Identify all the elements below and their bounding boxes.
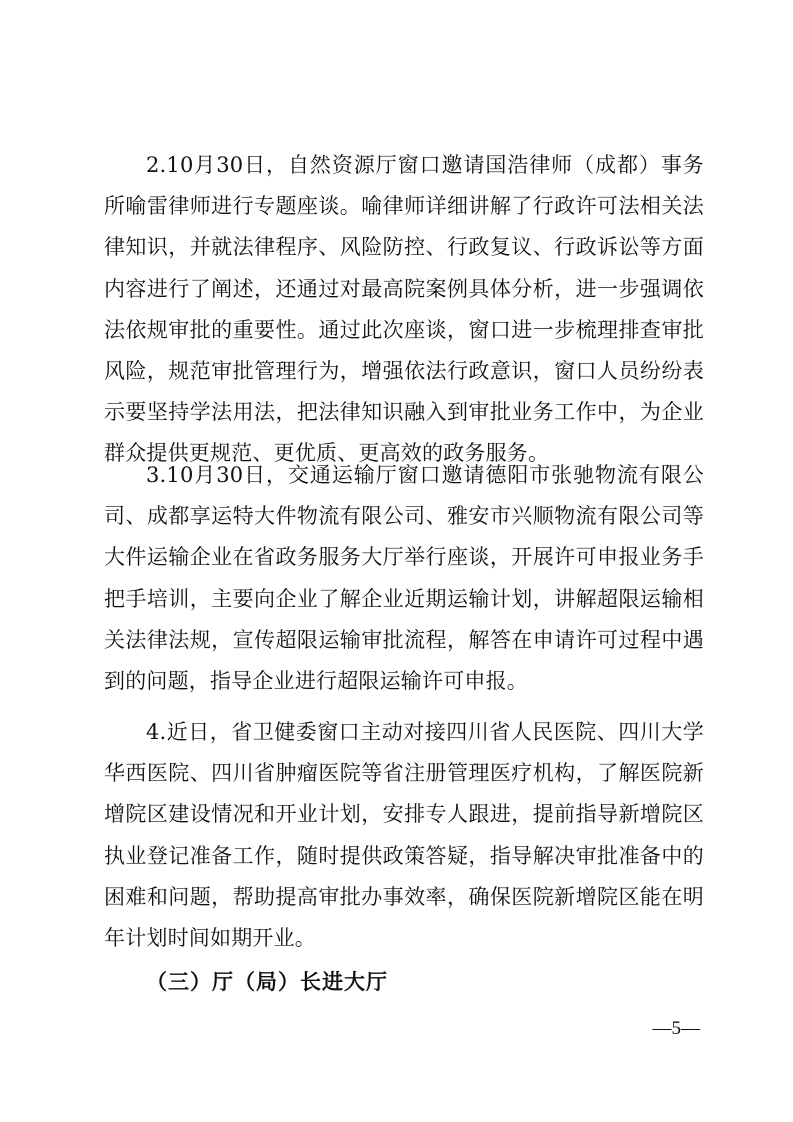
paragraph-item-2: 2.10月30日，自然资源厅窗口邀请国浩律师（成都）事务所喻雷律师进行专题座谈。喻律师详细讲解了行政许可法相关法律知识，并就法律程序、风险防控、行政复议、行政诉讼等方面内容进行了阐述，还通过对最高院案例具体分析，进一步强调依法依规审批的重要性。通过此次座谈，窗口进一步梳理排查审批风险，规范审批管理行为，增强依法行政意识，窗口人员纷纷表示要坚持学法用法，把法律知识融入到审批业务工作中，为企业群众提供更规范、更优质、更高效的政务服务。 [104, 153, 704, 466]
section-heading: （三）厅（局）长进大厅 [146, 970, 388, 994]
page-number: —5— [652, 1018, 700, 1039]
paragraph-item-3: 3.10月30日，交通运输厅窗口邀请德阳市张驰物流有限公司、成都享运特大件物流有限公司、雅安市兴顺物流有限公司等大件运输企业在省政务服务大厅举行座谈，开展许可申报业务手把手培训，主要向企业了解企业近期运输计划，讲解超限运输相关法律法规，宣传超限运输审批流程，解答在申请许可过程中遇到的问题，指导企业进行超限运输许可申报。 [104, 463, 704, 694]
paragraph-item-4: 4.近日，省卫健委窗口主动对接四川省人民医院、四川大学华西医院、四川省肿瘤医院等省注册管理医疗机构，了解医院新增院区建设情况和开业计划，安排专人跟进，提前指导新增院区执业登记准备工作，随时提供政策答疑，指导解决审批准备中的困难和问题，帮助提高审批办事效率，确保医院新增院区能在明年计划时间如期开业。 [104, 720, 704, 951]
